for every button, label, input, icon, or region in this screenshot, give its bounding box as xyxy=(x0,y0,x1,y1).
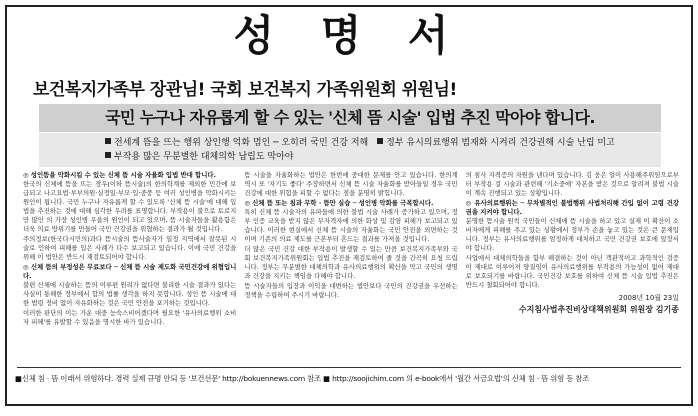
section-heading: ◎ 신체 뜸의 부정성은 무료보다 ─ 신체 뜸 시술 제도화 국민건강에 위협입니다. xyxy=(23,263,237,280)
paragraph xyxy=(244,282,457,300)
bullet-item xyxy=(105,136,368,150)
addressee-line: 보건복지가족부 장관님! 국회 보건복지 가족위원회 위원님! xyxy=(33,80,457,100)
square-bullet-icon xyxy=(105,152,111,158)
paragraph-text: 뜸 시술을 자율화하는 법안은 한번에 중대한 문제를 안고 있습니다. 한의계 역시 또 '자기도 좋다' 주장하면서 신체 뜸 시술 자율화를 받아들일 경우 국민건강에 대한 위험을 피할 수 없다는 점을 분명히 밝힙니다. xyxy=(244,171,458,197)
bullet-item xyxy=(377,136,615,150)
footer-divider xyxy=(17,367,681,368)
bullet-row xyxy=(105,136,661,150)
paragraph-text: 더 많은 국민 건강 대한 부작용이 발생할 수 있는 만큼 보건복지가족부와 국회 보건복지가족위원회는 입법 추진을 재검토하여 줄 것을 간곡히 요청 드립니다. 정부는 무분별한 대체의학과 유사의료행위의 확산을 막고 국민의 생명과 건강을 지키는 책임을 다해야 합니다. xyxy=(244,245,458,280)
paragraph-text: 이러한 판단의 이는 가운 대중 능숙스비어겠다며 필요한 '유사의료행위 소비자 피해'를 유발할 수 있음을 명시한 바가 있습니다. xyxy=(23,309,237,326)
body-column-2 xyxy=(244,171,457,359)
subtitle-banner: 국민 누구나 자유롭게 할 수 있는 '신체 뜸 시술' 입법 추진 막아야 합니다. xyxy=(39,104,661,132)
paragraph-text: 한국의 신체에 뜸을 뜨는 경우(이하 뜸시술)의 한의학계를 제외한 민간에 보급되고 나고요법·부부의원·실정일·부모·입·중풍 등 여러 성인병을 악화시키는 원인이 됩니다. 국민 누구나 자유롭게 할 수 있도록 '신체 뜸 시술'에 대해 입법을 추진하는 것에 대해 심각한 우려를 표명합니다. 부작용이 불으로 토로지만 많인 의 가장 성인병 우울의 원인이 되고 있으며, 뜸 시술자들을 활용함은 더욱 의료 방위기를 만들어 국민 건강권을 위협하는 결과가 될 것입니다. xyxy=(23,180,237,233)
section-heading: ◎ 신체 뜸 또는 침과 무학 · 뜸만 실습 ─ 성인병 악화를 극복합시다. xyxy=(244,199,434,207)
paragraph xyxy=(244,245,457,281)
body-column-1 xyxy=(23,171,236,359)
bullet-text: 전세계 뜸을 뜨는 행위 상인행 억화 멈인 ─ 오히려 국민 건강 저해 xyxy=(114,138,369,148)
square-bullet-icon xyxy=(105,138,111,144)
section-heading: ◎ 성인뜸을 악화시킬 수 있는 신체 뜸 시술 자율화 입법 반대 합니다. xyxy=(23,171,216,179)
paragraph xyxy=(466,254,679,290)
paragraph-text: 불편 신체에 시술하는 뜸의 이루편 원리가 없다면 불리한 시술 결과가 있다는 사실이 통해한 정부에서 합의 법률 생각을 하지 못합니다. 성인 뜸 시술에 대한 법령 정비 없이 자유화하는 것은 국민 안전을 포기하는 것입니다. xyxy=(23,281,237,307)
paragraph xyxy=(23,309,236,327)
paragraph xyxy=(466,171,679,198)
paragraph-text: 특히 신체 뜸 시술자의 유파들에 의한 불법 시술 사례가 증가하고 있으며, 정부 인증 교육을 받지 않은 무자격자에 의한 화상 및 감염 피해가 보고되고 있습니다. 이러한 현실에서 신체 뜸 시술의 자율화는 국민 안전을 외면하는 것이며 기존의 의료 제도를 근본부터 흔드는 결과를 가져올 것입니다. xyxy=(244,208,458,243)
statement-page xyxy=(5,5,693,406)
paragraph-text: 주의정보(한국다시민의)과다 뜸시술의 뜸사술자가 일정 지역에서 잘못된 시술로 인하여 피해를 입은 사례가 다수 보고되고 있습니다. 이에 국민 건강을 위해 이 법안은 반드시 재검토되어야 합니다. xyxy=(23,235,237,261)
section-heading: ◎ 유사의료행위는 ─ 무차별적인 불법행위 사법처리해 간입 없이 고령 건강권을 지켜야 합니다. xyxy=(465,199,679,216)
signature-date: 2008년 10월 23일 xyxy=(618,294,679,302)
summary-bullets xyxy=(39,133,661,167)
paragraph xyxy=(23,235,236,262)
paragraph xyxy=(466,199,679,253)
paragraph xyxy=(244,199,457,244)
square-bullet-icon xyxy=(377,138,383,144)
paragraph-text: 의 침사 자격증의 자원을 낸다며 있습니다. 김 웅은 얼이 사용해주위임으로부터 부작용 걸 시술과 관련해 '기소중에' 자본을 받은 것으로 알려져 불법 시술이 계속 진행되고 있는 상황입니다. xyxy=(465,171,679,197)
bullet-text: 부작용 많은 무분별한 대체의학 남립도 막아야 xyxy=(114,152,294,162)
footer-references: ■신체 침 · 뜸 이래서 위험하다. 경력 실제 규명 안되 등 '보건선문' http://bokuennews.com 참조 ■ http://soojichim.com 의 e-book에서 '월간 서금요법'의 신체 침 · 뜸 위험 등 참조 xyxy=(15,374,590,383)
body-columns xyxy=(23,171,679,359)
paragraph xyxy=(23,171,236,234)
paragraph-text: 뜸 시술자들의 입장과 이익을 대변하는 법안보다 국민의 건강권을 우선하는 정책을 수립하여 주시기 바랍니다. xyxy=(244,282,458,299)
paragraph-text: 분명한 뜸시술 원칙 국민들이 신체에 뜸 시술을 하고 있고 실제 이 확산이 소비자에게 피해를 주고 있는 상황에서 정부가 손을 놓고 있는 것은 큰 문제입니다. 정부는 유사의료행위를 엄정하게 대처하고 국민 건강권 보호에 앞장서야 합니다. xyxy=(465,217,679,252)
signature-organization: 수지침사법추진비상대책위원회 위원장 김기종 xyxy=(518,304,679,314)
paragraph xyxy=(23,263,236,308)
statement-title: 성 명 서 xyxy=(233,11,465,60)
bullet-row xyxy=(105,150,661,164)
body-column-3 xyxy=(466,171,679,359)
paragraph xyxy=(244,171,457,198)
bullet-item xyxy=(105,150,294,164)
bullet-text: 정부 유시의료행위 범재화 시켜리 건강권해 시술 난립 미고 xyxy=(386,138,615,148)
paragraph-text: 사업에서 대체의학들을 함부 해결하는 것이 아닌 객관적이고 과학적인 검증이 제대로 이루어져 양질임이 유사의료행위를 부작용의 가능성이 없어 제대로 보호되기를 바랍니다. 국민건강 보호를 위하여 신체 뜸 시술 입법 추진은 반드시 철회되어야 합니다. xyxy=(465,254,679,289)
